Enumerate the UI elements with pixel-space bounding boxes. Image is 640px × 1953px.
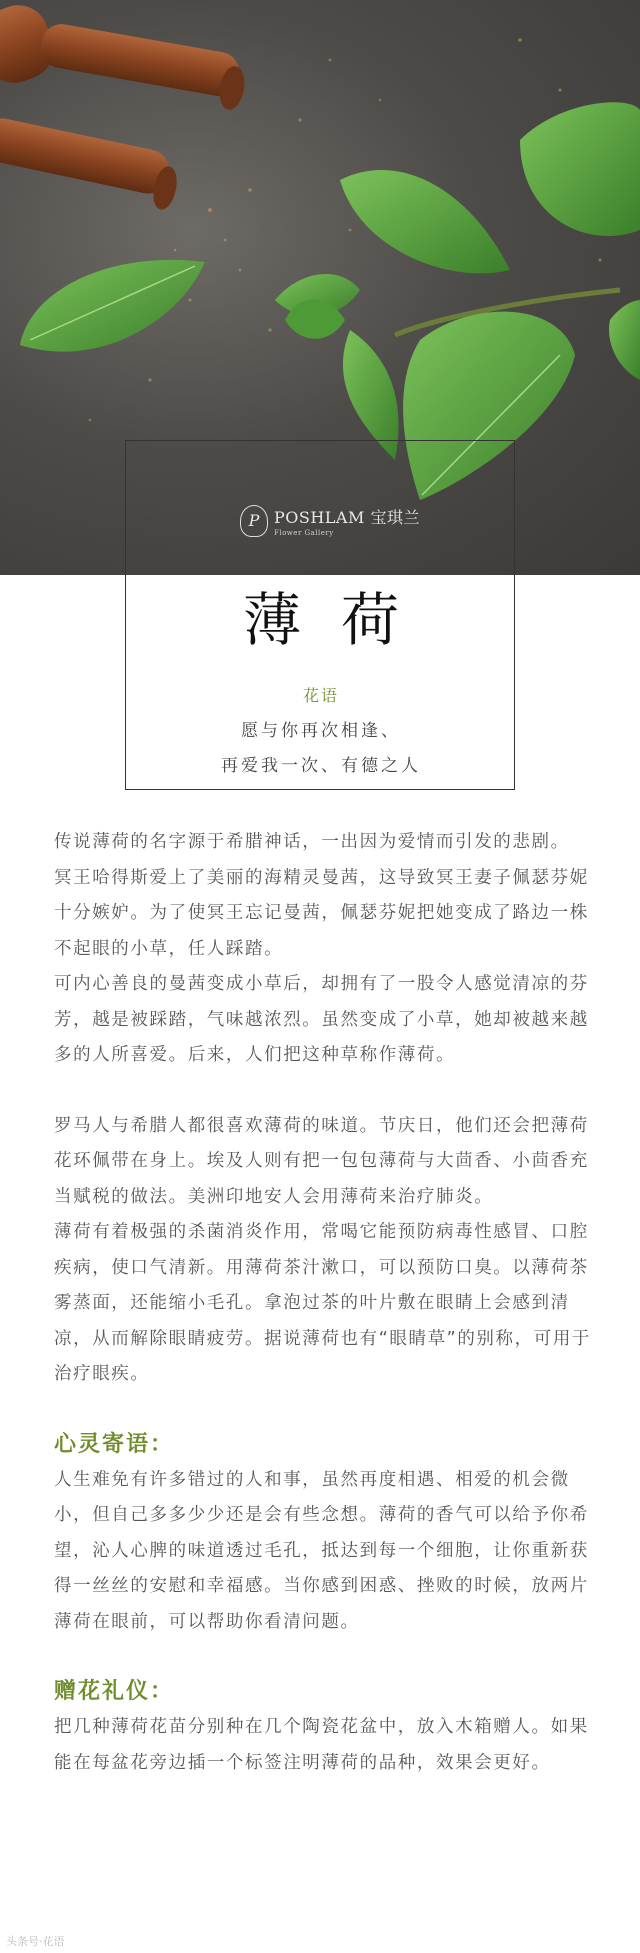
message-paragraph: 人生难免有许多错过的人和事，虽然再度相遇、相爱的机会微小，但自己多多少少还是会有些念想。薄荷的香气可以给予你希望，沁人心脾的味道透过毛孔，抵达到每一个细胞，让你重新获得一丝丝的安慰和幸福感。当你感到困惑、挫败的时候，放两片薄荷在眼前，可以帮助你看清问题。 <box>54 1469 589 1632</box>
cinnamon-sticks <box>0 0 248 212</box>
flower-language-line-1: 愿与你再次相逢、 <box>241 721 401 741</box>
gift-etiquette-paragraph: 把几种薄荷花苗分别种在几个陶瓷花盆中，放入木箱赠人。如果能在每盆花旁边插一个标签注明薄荷的品种，效果会更好。 <box>54 1717 589 1773</box>
flower-language-label: 花语 <box>302 686 339 705</box>
article-body <box>54 825 592 1781</box>
section-heading-message: 心灵寄语： <box>54 1431 175 1457</box>
legend-paragraph-2: 冥王哈得斯爱上了美丽的海精灵曼茜，这导致冥王妻子佩瑟芬妮十分嫉妒。为了使冥王忘记曼茜，佩瑟芬妮把她变成了路边一株不起眼的小草，任人踩踏。 <box>54 867 589 959</box>
section-heading-gift-etiquette: 赠花礼仪： <box>54 1679 175 1704</box>
flower-language-line-2: 再爱我一次、有德之人 <box>221 756 421 776</box>
spacer <box>54 1393 592 1427</box>
page-title: 薄荷 <box>242 586 439 654</box>
spacer <box>54 1074 592 1109</box>
benefits-paragraph: 薄荷有着极强的杀菌消炎作用，常喝它能预防病毒性感冒、口腔疾病，使口气清新。用薄荷茶汁漱口，可以预防口臭。以薄荷茶雾蒸面，还能缩小毛孔。拿泡过茶的叶片敷在眼睛上会感到清凉，从而解除眼睛疲劳。据说薄荷也有“眼睛草”的别称，可用于治疗眼疾。 <box>54 1222 592 1384</box>
legend-paragraph-1: 传说薄荷的名字源于希腊神话，一出因为爱情而引发的悲剧。 <box>54 832 570 852</box>
spacer <box>54 1640 592 1674</box>
title-box <box>125 440 515 790</box>
brand-name: POSHLAM 宝琪兰 <box>274 508 420 527</box>
watermark: 头条号·花语 <box>6 1935 65 1948</box>
history-paragraph: 罗马人与希腊人都很喜欢薄荷的味道。节庆日，他们还会把薄荷花环佩带在身上。埃及人则有把一包包薄荷与大茴香、小茴香充当赋税的做法。美洲印地安人会用薄荷来治疗肺炎。 <box>54 1115 589 1207</box>
brand-subtitle: Flower Gallery <box>274 529 334 537</box>
legend-paragraph-3: 可内心善良的曼茜变成小草后，却拥有了一股令人感觉清凉的芬芳，越是被踩踏，气味越浓烈。虽然变成了小草，她却被越来越多的人所喜爱。后来，人们把这种草称作薄荷。 <box>54 974 589 1065</box>
brand-monogram-icon: P <box>240 505 268 537</box>
